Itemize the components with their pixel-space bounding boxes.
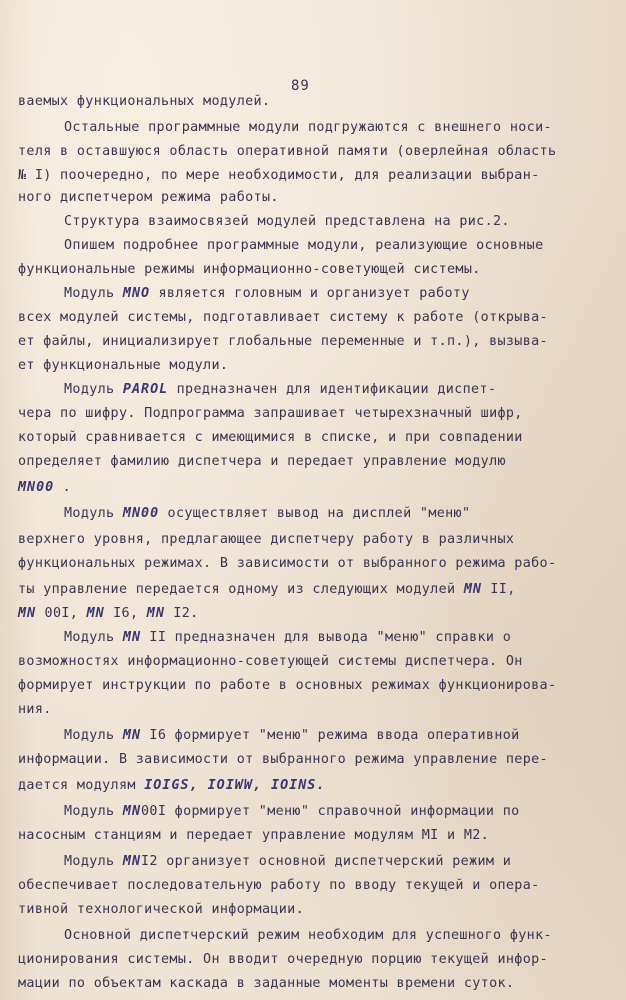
text-line-content: тивной технологической информации. — [18, 902, 305, 917]
text-segment: . — [54, 480, 72, 495]
text-segment: II предназначен для вывода "меню" справки о — [141, 630, 512, 645]
text-line — [64, 382, 496, 398]
text-line-content: обеспечивает последовательную работу по вводу текущей и опера- — [18, 878, 540, 893]
text-line — [18, 902, 304, 918]
text-segment: Модуль — [64, 506, 123, 521]
text-line-content: ваемых функциональных модулей. — [18, 94, 271, 109]
text-line-content: возможностях информационно-советующей системы диспетчера. Он — [18, 654, 523, 669]
text-line-content: ния. — [18, 702, 52, 717]
text-line — [18, 430, 523, 446]
text-line-content: чера по шифру. Подпрограмма запрашивает четырехзначный шифр, — [18, 406, 523, 421]
handwritten-module-name: MN — [122, 854, 142, 869]
page-number: 89 — [291, 78, 310, 94]
handwritten-module-name: MN00 — [122, 506, 160, 521]
handwritten-module-name: IOIGS, IOIWW, IOINS. — [144, 778, 326, 793]
text-line-content: мации по объектам каскада в заданные моменты времени суток. — [18, 976, 515, 991]
text-line — [18, 310, 548, 326]
text-line — [18, 952, 548, 968]
text-line — [64, 214, 510, 230]
text-segment: является головным и организует работу — [150, 286, 470, 301]
text-segment: 00I формирует "меню" справочной информации по — [141, 804, 520, 819]
text-line-content: который сравнивается с имеющимися в списке, и при совпадении — [18, 430, 523, 445]
text-line-content: ного диспетчером режима работы. — [18, 190, 279, 205]
text-line-content: ет файлы, инициализирует глобальные переменные и т.п.), вызыва- — [18, 334, 548, 349]
text-line-content: ет функциональные модули. — [18, 358, 229, 373]
text-line — [18, 358, 228, 374]
text-line-content: верхнего уровня, предлагающее диспетчеру работу в различных — [18, 532, 515, 547]
text-line — [18, 168, 540, 184]
text-line-content: ционирования системы. Он вводит очередную порцию текущей инфор- — [18, 952, 548, 967]
text-line-content: Структура взаимосвязей модулей представлена на рис.2. — [64, 214, 510, 229]
text-line — [64, 238, 543, 254]
text-line — [18, 190, 279, 206]
text-segment: Модуль — [64, 286, 123, 301]
text-line — [64, 506, 470, 522]
text-line-content: всех модулей системы, подготавливает систему к работе (открыва- — [18, 310, 548, 325]
text-line — [64, 728, 520, 744]
text-segment: осуществляет вывод на дисплей "меню" — [159, 506, 471, 521]
text-line-content: функциональных режимах. В зависимости от выбранного режима рабо- — [18, 556, 557, 571]
text-segment: I6, — [104, 606, 147, 621]
text-line-content: Основной диспетчерский режим необходим для успешного функ- — [64, 928, 552, 943]
text-line — [18, 752, 548, 768]
text-segment: II, — [481, 582, 516, 597]
text-segment: Модуль — [64, 630, 123, 645]
text-segment: ты управление передается одному из следующих модулей — [18, 582, 464, 597]
handwritten-module-name: MN — [122, 728, 142, 743]
text-line — [18, 778, 325, 794]
text-line — [18, 828, 489, 844]
text-line — [18, 454, 506, 470]
text-segment: Модуль — [64, 804, 123, 819]
text-line — [18, 678, 556, 694]
text-line — [18, 262, 481, 278]
text-line — [64, 928, 552, 944]
text-segment: предназначен для идентификации диспет- — [168, 382, 497, 397]
handwritten-module-name: PAROL — [122, 382, 169, 397]
text-line — [18, 556, 556, 572]
handwritten-module-name: MN00 — [18, 480, 55, 495]
text-segment: 00I, — [36, 606, 87, 621]
text-line — [64, 804, 520, 820]
text-line — [18, 532, 514, 548]
handwritten-module-name: MN — [122, 630, 142, 645]
text-line — [18, 480, 71, 496]
text-segment: I2 организует основной диспетчерский режим и — [141, 854, 512, 869]
text-line-content: Опишем подробнее программные модули, реализующие основные — [64, 238, 544, 253]
text-line — [18, 582, 516, 598]
text-line — [64, 120, 552, 136]
text-line — [18, 654, 523, 670]
handwritten-module-name: MNO — [122, 286, 151, 301]
handwritten-module-name: MN — [463, 582, 482, 597]
text-line — [18, 606, 199, 622]
text-line — [64, 630, 511, 646]
text-line — [18, 878, 540, 894]
text-line-content: функциональные режимы информационно-советующей системы. — [18, 262, 481, 277]
text-line — [64, 854, 511, 870]
text-line-content: определяет фамилию диспетчера и передает управление модулю — [18, 454, 506, 469]
handwritten-module-name: MN — [86, 606, 105, 621]
text-line — [18, 144, 556, 160]
text-line — [18, 334, 548, 350]
text-line — [18, 94, 270, 110]
text-segment: Модуль — [64, 728, 123, 743]
handwritten-module-name: MN — [18, 606, 37, 621]
text-segment: дается модулям — [18, 778, 145, 793]
text-line-content: № I) поочередно, по мере необходимости, для реализации выбран- — [18, 168, 540, 183]
text-segment: I6 формирует "меню" режима ввода оперативной — [141, 728, 520, 743]
text-line-content: насосным станциям и передает управление модулям MI и M2. — [18, 828, 490, 843]
text-line-content: теля в оставшуюся область оперативной памяти (оверлейная область — [18, 144, 557, 159]
handwritten-module-name: MN — [146, 606, 165, 621]
text-line-content: информации. В зависимости от выбранного режима управление пере- — [18, 752, 548, 767]
text-line — [18, 976, 514, 992]
text-line — [18, 406, 523, 422]
text-segment: I2. — [164, 606, 199, 621]
text-line — [64, 286, 470, 302]
text-segment: Модуль — [64, 382, 123, 397]
handwritten-module-name: MN — [122, 804, 142, 819]
text-line-content: Остальные программные модули подгружаются с внешнего носи- — [64, 120, 552, 135]
text-segment: Модуль — [64, 854, 123, 869]
text-line-content: формирует инструкции по работе в основных режимах функционирова- — [18, 678, 557, 693]
text-line — [18, 702, 52, 718]
